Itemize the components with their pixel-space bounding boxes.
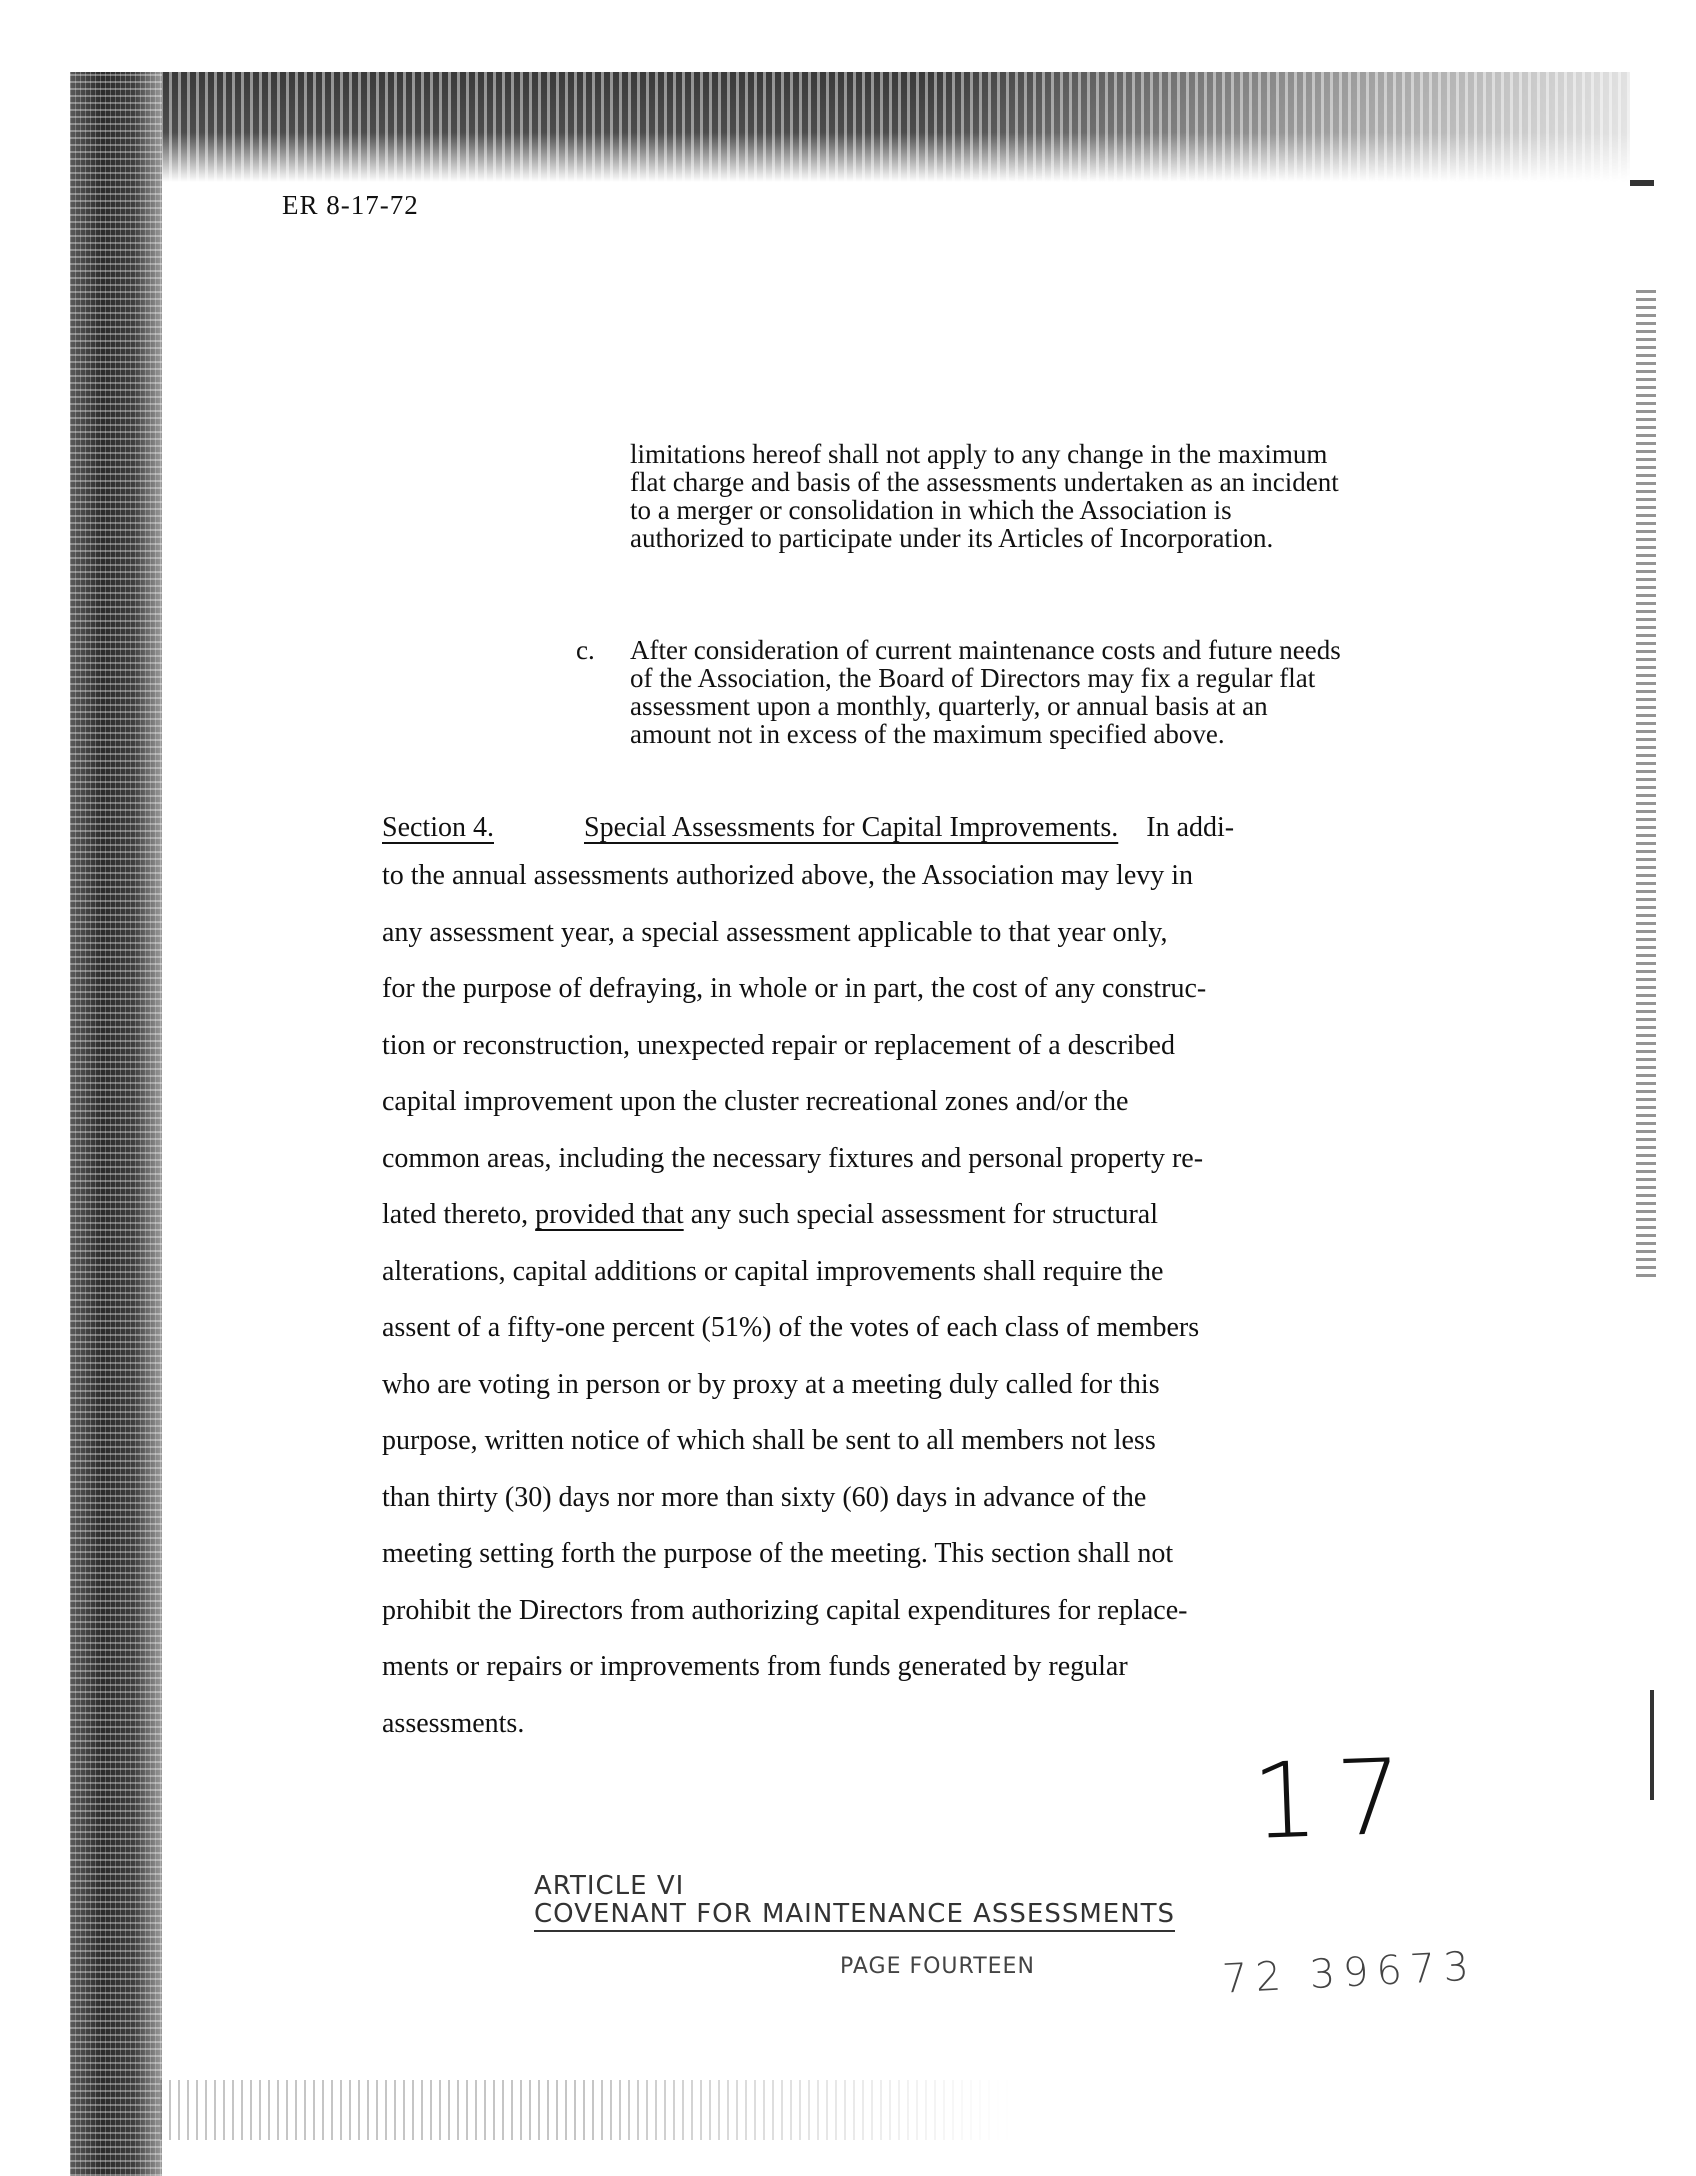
body-line: who are voting in person or by proxy at a meeting duly called for this <box>382 1368 1160 1400</box>
handwritten-reference-number: 72 39673 <box>1220 1943 1478 2003</box>
article-label: ARTICLE VI <box>534 1871 685 1901</box>
scan-border-top <box>70 72 1630 182</box>
provided-that-underlined: provided that <box>535 1199 684 1230</box>
section-number: Section 4. <box>382 812 494 843</box>
scan-border-left <box>70 72 162 2176</box>
body-line: for the purpose of defraying, in whole or in part, the cost of any construc- <box>382 973 1207 1004</box>
body-line: capital improvement upon the cluster recreational zones and/or the <box>382 1086 1129 1117</box>
section-lead-text: In addi- <box>1146 812 1235 843</box>
scan-edge-right <box>1636 290 1656 1280</box>
body-line: purpose, written notice of which shall be sent to all members not less <box>382 1425 1156 1456</box>
body-line: assent of a fifty-one percent (51%) of the votes of each class of members <box>382 1312 1200 1343</box>
item-letter: c. <box>576 635 595 665</box>
body-line: to the annual assessments authorized above, the Association may levy in <box>382 860 1194 891</box>
body-line-suffix: any such special assessment for structural <box>690 1199 1158 1230</box>
paragraph-continuation: limitations hereof shall not apply to any change in the maximum flat charge and basis of the assessments undertaken as an incident to a merger or consolidation in which the Association is authorized to participate under its Articles of Incorporation. <box>630 439 1339 553</box>
section-heading <box>382 808 1234 848</box>
section-body <box>382 848 1462 1752</box>
section-title: Special Assessments for Capital Improvements. <box>584 812 1119 843</box>
body-line: than thirty (30) days nor more than sixty (60) days in advance of the <box>382 1481 1147 1513</box>
scan-mark <box>1630 180 1654 186</box>
handwritten-page-number: 17 <box>1249 1735 1423 1863</box>
body-line-prefix: lated thereto, <box>382 1199 529 1230</box>
article-footer <box>534 1872 1175 1932</box>
body-line: common areas, including the necessary fixtures and personal property re- <box>382 1142 1204 1174</box>
page-label: PAGE FOURTEEN <box>840 1954 1035 1979</box>
body-line: meeting setting forth the purpose of the meeting. This section shall not <box>382 1538 1174 1569</box>
body-line: any assessment year, a special assessment applicable to that year only, <box>382 916 1168 948</box>
body-line: tion or reconstruction, unexpected repair or replacement of a described <box>382 1029 1175 1061</box>
document-code: ER 8-17-72 <box>282 190 419 220</box>
item-c-paragraph: After consideration of current maintenance costs and future needs of the Association, the Board of Directors may fix a regular flat assessment upon a monthly, quarterly, or annual basis at an amount not in excess of the maximum specified above. <box>630 635 1341 749</box>
scan-noise-bottom <box>160 2080 1010 2140</box>
article-title: COVENANT FOR MAINTENANCE ASSESSMENTS <box>534 1900 1175 1932</box>
body-line: ments or repairs or improvements from funds generated by regular <box>382 1651 1128 1682</box>
body-line <box>382 1187 1462 1244</box>
scan-mark <box>1650 1690 1654 1800</box>
body-line: assessments. <box>382 1707 525 1739</box>
body-line: alterations, capital additions or capital improvements shall require the <box>382 1255 1164 1287</box>
body-line: prohibit the Directors from authorizing capital expenditures for replace- <box>382 1594 1188 1626</box>
